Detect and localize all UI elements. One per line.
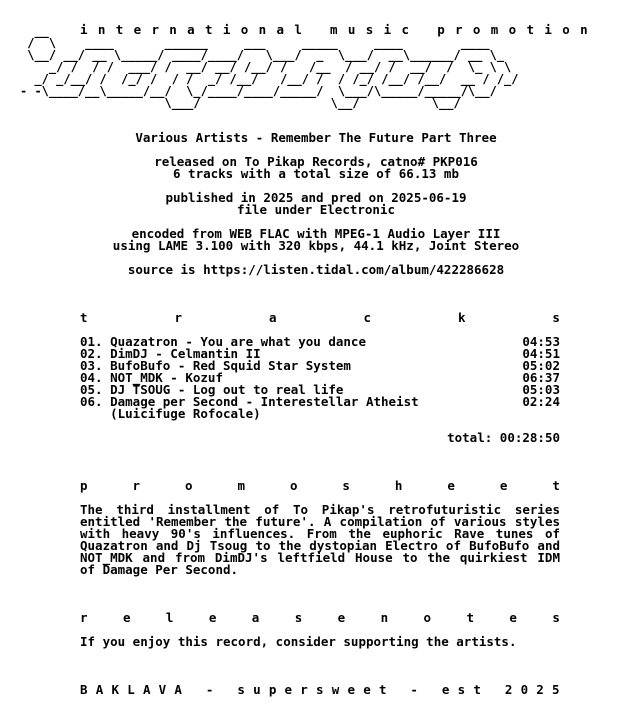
- notes-heading-letter: a: [251, 610, 260, 625]
- tagline-letter: o: [240, 22, 249, 37]
- logo-line: _/ / / / ___/ / __/ __/ /__/ / /__ / __/ / __/ / \_ \ \: [20, 60, 512, 74]
- promo-sheet-heading: [80, 480, 560, 492]
- tagline-letter: i: [383, 22, 392, 37]
- footer-letter: [190, 684, 198, 696]
- published-line: published in 2025 and pred on 2025-06-19: [165, 190, 467, 205]
- footer-letter: V: [158, 682, 167, 697]
- release-title: Various Artists - Remember The Future Part Three: [135, 130, 497, 145]
- track-title: 05. DJ TSOUG - Log out to real life: [80, 382, 344, 397]
- track-6-continuation: (Luicifuge Rofocale): [80, 406, 261, 421]
- tagline-letter: r: [455, 22, 463, 37]
- track-title: 03. BufoBufo - Red Squid Star System: [80, 358, 351, 373]
- tagline-letter: i: [80, 22, 88, 37]
- footer-letter: -: [410, 682, 418, 697]
- footer-letter: s: [316, 682, 324, 697]
- tagline-letter: u: [347, 22, 356, 37]
- footer-signature: [80, 684, 560, 696]
- tagline-letter: n: [258, 22, 267, 37]
- logo-line: \___/ \__/ \__/: [20, 96, 461, 110]
- release-size-line: 6 tracks with a total size of 66.13 mb: [173, 166, 459, 181]
- tracks-heading-letter: t: [80, 310, 88, 325]
- footer-letter: 2: [536, 682, 544, 697]
- baklava-ascii-logo: [20, 22, 519, 110]
- footer-letter: e: [441, 682, 450, 697]
- tagline-letter: r: [151, 22, 159, 37]
- footer-letter: u: [253, 682, 261, 697]
- notes-heading-letter: r: [80, 610, 88, 625]
- track-duration: 04:53: [522, 334, 560, 349]
- promo-heading-letter: e: [447, 478, 455, 493]
- tagline-letter: e: [133, 22, 142, 37]
- promo-heading-letter: o: [289, 478, 298, 493]
- footer-letter: L: [127, 682, 135, 697]
- track-duration: 04:51: [522, 346, 560, 361]
- tagline-letter: a: [187, 22, 195, 37]
- footer-letter: 0: [520, 682, 529, 697]
- footer-letter: B: [80, 682, 88, 697]
- tracks-heading-letter: s: [552, 310, 560, 325]
- tagline-letter: s: [365, 22, 374, 37]
- track-duration: 06:37: [522, 370, 560, 385]
- promo-heading-letter: o: [184, 478, 193, 493]
- track-title: 01. Quazatron - You are what you dance: [80, 334, 366, 349]
- tagline-letter: t: [115, 22, 124, 37]
- track-list: [80, 336, 560, 408]
- tagline-letter: l: [294, 22, 302, 37]
- tracks-heading-letter: k: [457, 310, 466, 325]
- notes-heading-letter: e: [208, 610, 217, 625]
- tagline-letter: a: [276, 22, 284, 37]
- logo-line: / \ ____ ______ ___ _____ ____ ____: [20, 36, 490, 50]
- tagline-letter: t: [205, 22, 213, 37]
- logo-line: \__/ __/ __ \_____/ ____/____/ \___/ _ \___/ __\______/ __ \_: [20, 48, 505, 62]
- footer-letter: -: [205, 682, 214, 697]
- tagline-letter: c: [401, 22, 409, 37]
- notes-heading-letter: s: [294, 610, 303, 625]
- promo-heading-letter: s: [342, 478, 350, 493]
- release-label-line: released on To Pikap Records, catno# PKP016: [154, 154, 478, 169]
- footer-letter: 5: [552, 682, 560, 697]
- promo-text: The third installment of To Pikap's retrofuturistic series entitled 'Remember the future'. A compilation of various styles with heavy 90's influences. From the euphoric Rave tunes of Quazatron and Dj Tsoug to the dystopian Electro of BufoBufo and NOT_MDK and from DimDJ's leftfield House to the quirkiest IDM of Damage Per Second.: [80, 502, 560, 577]
- promo-heading-letter: m: [237, 478, 245, 493]
- footer-letter: e: [284, 682, 293, 697]
- tagline-letter: m: [490, 22, 499, 37]
- track-duration: 05:03: [522, 382, 560, 397]
- promo-heading-letter: t: [552, 478, 560, 493]
- notes-heading-letter: e: [509, 610, 517, 625]
- track-duration: 05:02: [522, 358, 560, 373]
- footer-letter: [489, 684, 497, 696]
- footer-letter: 2: [504, 682, 513, 697]
- tracks-heading: [80, 312, 560, 324]
- notes-heading-letter: t: [466, 610, 474, 625]
- footer-letter: K: [111, 682, 119, 697]
- total-duration: total: 00:28:50: [447, 430, 560, 445]
- footer-letter: e: [347, 682, 356, 697]
- notes-heading-letter: l: [165, 610, 174, 625]
- tagline-letter: n: [580, 22, 588, 37]
- promo-heading-letter: p: [80, 478, 88, 493]
- track-duration: 02:24: [522, 394, 560, 409]
- footer-letter: s: [457, 682, 466, 697]
- tagline-letter: n: [97, 22, 106, 37]
- footer-letter: A: [174, 682, 182, 697]
- genre-line: file under Electronic: [236, 202, 396, 217]
- track-title: 06. Damage per Second - Interestellar Atheist: [80, 394, 419, 409]
- tagline-letter: o: [508, 22, 517, 37]
- tagline-letter: i: [544, 22, 552, 37]
- footer-letter: e: [363, 682, 371, 697]
- tracks-heading-letter: r: [174, 310, 183, 325]
- notes-heading-letter: s: [552, 610, 560, 625]
- tagline-letter: t: [526, 22, 535, 37]
- tagline-letter: p: [437, 22, 445, 37]
- footer-letter: t: [473, 682, 481, 697]
- notes-heading-letter: e: [337, 610, 346, 625]
- footer-letter: [426, 684, 434, 696]
- track-title: 04. NOT_MDK - Kozuf: [80, 370, 223, 385]
- footer-letter: t: [378, 682, 387, 697]
- tagline-letter: n: [169, 22, 177, 37]
- promo-heading-letter: r: [132, 478, 141, 493]
- notes-heading-letter: n: [380, 610, 389, 625]
- footer-letter: w: [331, 682, 340, 697]
- release-notes-heading: [80, 612, 560, 624]
- footer-letter: [395, 684, 403, 696]
- footer-letter: s: [237, 682, 245, 697]
- tagline-letter: o: [562, 22, 570, 37]
- encoder-settings-line: using LAME 3.100 with 320 kbps, 44.1 kHz, Joint Stereo: [112, 238, 520, 253]
- footer-letter: A: [142, 682, 151, 697]
- footer-letter: p: [268, 682, 277, 697]
- tracks-heading-letter: c: [363, 310, 371, 325]
- logo-line: _/ _/__/ / /_/ / / / _/ /__/ /__/ / / /_/ /__/ /__/ __ / /_/: [20, 72, 519, 86]
- notes-heading-letter: o: [423, 610, 432, 625]
- logo-line: __: [20, 24, 64, 38]
- release-notes-text: If you enjoy this record, consider supporting the artists.: [80, 634, 517, 649]
- notes-heading-letter: e: [122, 610, 131, 625]
- encoded-from-line: encoded from WEB FLAC with MPEG-1 Audio Layer III: [131, 226, 501, 241]
- track-title: 02. DimDJ - Celmantin II: [80, 346, 261, 361]
- tagline-letter: o: [472, 22, 481, 37]
- tracks-heading-letter: a: [268, 310, 277, 325]
- footer-letter: [222, 684, 230, 696]
- tagline-letter: i: [222, 22, 231, 37]
- source-line: source is https://listen.tidal.com/album/422286628: [127, 262, 505, 277]
- logo-line: - -\____/__\_____/__/ \_/____/____/_____/ \___/\_____/_____/\__/: [20, 84, 497, 98]
- footer-letter: r: [300, 682, 308, 697]
- promo-heading-letter: h: [394, 478, 403, 493]
- tagline-letter: m: [330, 22, 338, 37]
- promo-heading-letter: e: [499, 478, 508, 493]
- footer-letter: A: [95, 682, 104, 697]
